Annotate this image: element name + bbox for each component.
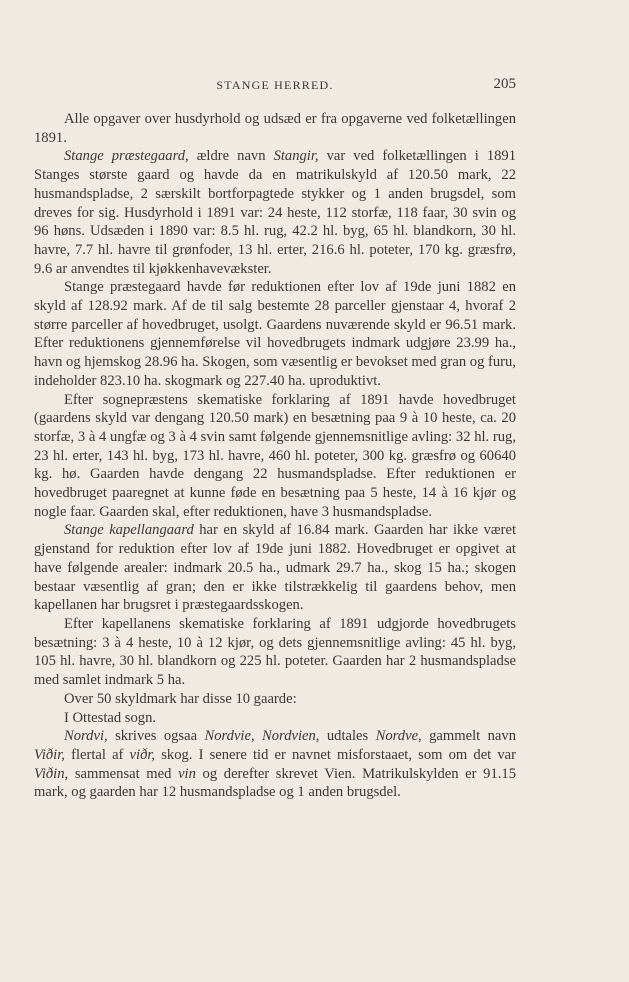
italic-term: Stange præstegaard,: [64, 148, 189, 165]
body-text: [34, 110, 516, 802]
italic-term: viðr,: [129, 746, 156, 763]
paragraph-husdyrhold-note: Alle opgaver over husdyrhold og udsæd er fra opgaverne ved folketællingen 1891.: [34, 111, 516, 146]
text-run: og derefter skrevet Vien. Matrikulskylden er 91.15 mark, og gaarden har 12 husmandspladse og 1 anden brugsdel.: [34, 765, 516, 801]
text-run: skrives ogsaa: [107, 728, 205, 745]
text-run: skog. I senere tid er navnet misforstaaet, som om det var: [155, 746, 516, 763]
paragraph-nordvi: [34, 727, 516, 802]
italic-term: vin: [178, 765, 196, 782]
italic-term: Nordvi,: [64, 728, 108, 745]
italic-term: Viðin,: [34, 765, 69, 782]
paragraph-stange-praestegaard: [34, 147, 516, 278]
paragraph-kapellan-forklaring: Efter kapellanens skematiske forklaring af 1891 udgjorde hovedbrugets besætning: 3 à 4 heste, 10 à 12 kjør, og dets gjennemsnitlige avling: 45 hl. byg, 105 hl. havre, 30 hl. blandkorn og 225 hl. poteter. Gaarden har 2 husmandspladse med samlet indmark 5 ha.: [34, 615, 516, 689]
italic-term: Stange kapellangaard: [64, 522, 194, 539]
paragraph-reduktion: Stange præstegaard havde før reduktionen efter lov af 19de juni 1882 en skyld af 128.92 mark. Af de til salg bestemte 28 parceller gjenstaar 4, hvoraf 2 større parceller af hovedbruget, usolgt. Gaardens nuværende skyld er 96.51 mark. Efter reduktionens gjennemførelse vil hovedbrugets indmark udgjøre 23.99 ha., havn og hjemskog 28.96 ha. Skogen, som væsentlig er bevokset med gran og furu, indeholder 823.10 ha. skogmark og 227.40 ha. uproduktivt.: [34, 279, 516, 389]
italic-term: Viðir,: [34, 746, 65, 763]
section-heading-ottestad: I Ottestad sogn.: [64, 709, 157, 726]
paragraph-sognepraest-forklaring: Efter sognepræstens skematiske forklaring af 1891 havde hovedbruget (gaardens skyld var dengang 120.50 mark) en besætning paa 9 à 10 heste, ca. 20 storfæ, 3 à 4 ungfæ og 3 à 4 svin samt følgende gjennemsnitlige avling: 32 hl. rug, 23 hl. erter, 143 hl. byg, 173 hl. havre, 460 hl. poteter, 300 kg. græsfrø og 60640 kg. hø. Gaarden havde dengang 22 husmandspladse. Efter reduktionen er hovedbruget paaregnet at kunne føde en besætning paa 5 heste, 14 à 16 kjør og nogle faar. Gaarden skal, efter reduktionen, have 3 husmandspladse.: [34, 391, 516, 520]
italic-term: Nordvie, Nordvien,: [204, 728, 320, 745]
page-number: 205: [493, 76, 516, 92]
text-run: gammelt navn: [421, 728, 516, 745]
italic-term: Stangir,: [273, 148, 319, 165]
text-run: har en skyld af 16.84 mark. Gaarden har ikke været gjenstand for reduktion efter lov af 19de juni 1882. Hovedbruget er opgivet at have følgende arealer: indmark 20.5 ha., udmark 29.7 ha., skog 15 ha.; skogen bestaar væsentlig af gran; den er ikke tilstrækkelig til gaardens behov, men kapellanen har brugsret i præstegaardsskogen.: [34, 522, 516, 614]
text-run: var ved folketællingen i 1891 Stanges største gaard og havde da en matrikulskyld af 120.50 mark, 22 husmandspladse, 2 særskilt bortforpagtede stykker og 1 anden brugsdel, som dreves for sig. Husdyrhold i 1891 var: 24 heste, 112 storfæ, 118 faar, 30 svin og 96 høns. Udsæden i 1890 var: 8.5 hl. rug, 42.2 hl. byg, 65 hl. blandkorn, 30 hl. havre, 7.7 hl. havre til grønfoder, 13 hl. erter, 216.6 hl. poteter, 170 kg. græsfrø, 9.6 ar anvendtes til kjøkkenhavevækster.: [34, 148, 517, 277]
running-title: STANGE HERRED.: [216, 78, 334, 92]
text-run: udtales: [319, 728, 376, 745]
paragraph-kapellangaard: [34, 521, 516, 615]
italic-term: Nordve,: [375, 728, 422, 745]
paragraph-over-50-skyldmark: Over 50 skyldmark har disse 10 gaarde:: [64, 690, 297, 707]
text-run: sammensat med: [68, 765, 179, 782]
text-run: flertal af: [64, 746, 130, 763]
text-run: ældre navn: [188, 148, 274, 165]
running-header: [34, 76, 516, 96]
